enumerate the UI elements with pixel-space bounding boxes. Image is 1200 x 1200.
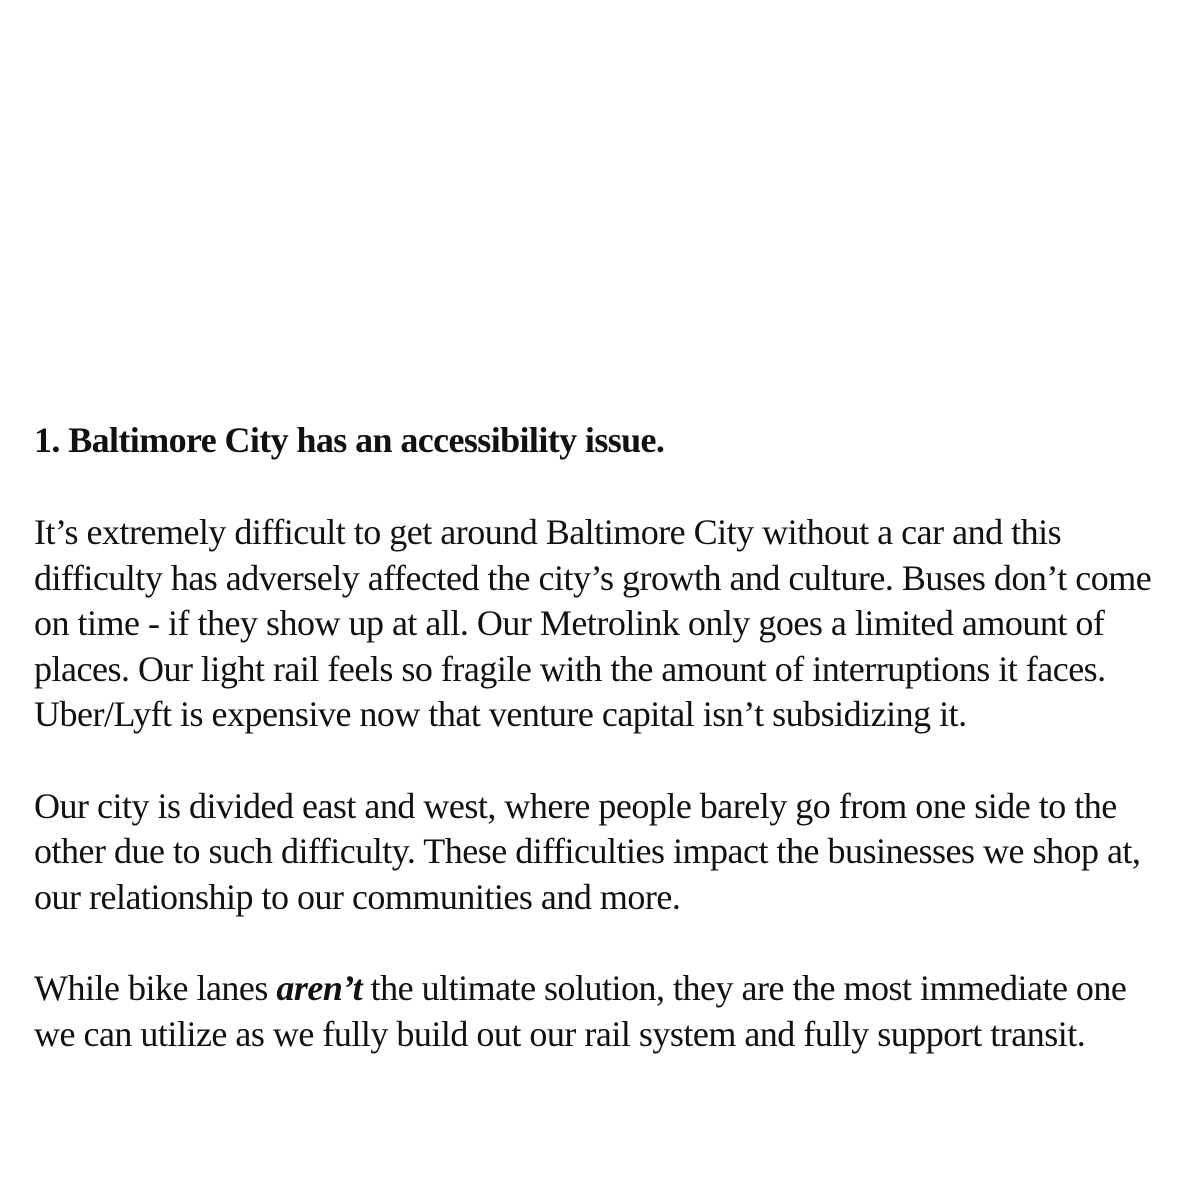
emphasized-word: aren’t xyxy=(276,968,363,1008)
bike-lanes-text-end: the ultimate solution, they are the most immediate one we can utilize as we fully build out our rail system and fully support transit. xyxy=(34,968,1127,1054)
section-heading: 1. Baltimore City has an accessibility issue. xyxy=(34,420,665,460)
paragraph-accessibility: It’s extremely difficult to get around Baltimore City without a car and this difficulty has adversely affected the city’s growth and culture. Buses don’t come on time - if they show up at all. Our Metrolink only goes a limited amount of places. Our light rail feels so fragile with the amount of interruptions it faces. Uber/Lyft is expensive now that venture capital isn’t subsidizing it. xyxy=(34,512,1152,734)
paragraph-divided-city: Our city is divided east and west, where people barely go from one side to the other due to such difficulty. These difficulties impact the businesses we shop at, our relationship to our communities and more. xyxy=(34,785,1141,917)
document-body xyxy=(34,418,1174,1103)
paragraph-bike-lanes xyxy=(34,966,1174,1057)
bike-lanes-text-start: While bike lanes xyxy=(34,968,277,1008)
